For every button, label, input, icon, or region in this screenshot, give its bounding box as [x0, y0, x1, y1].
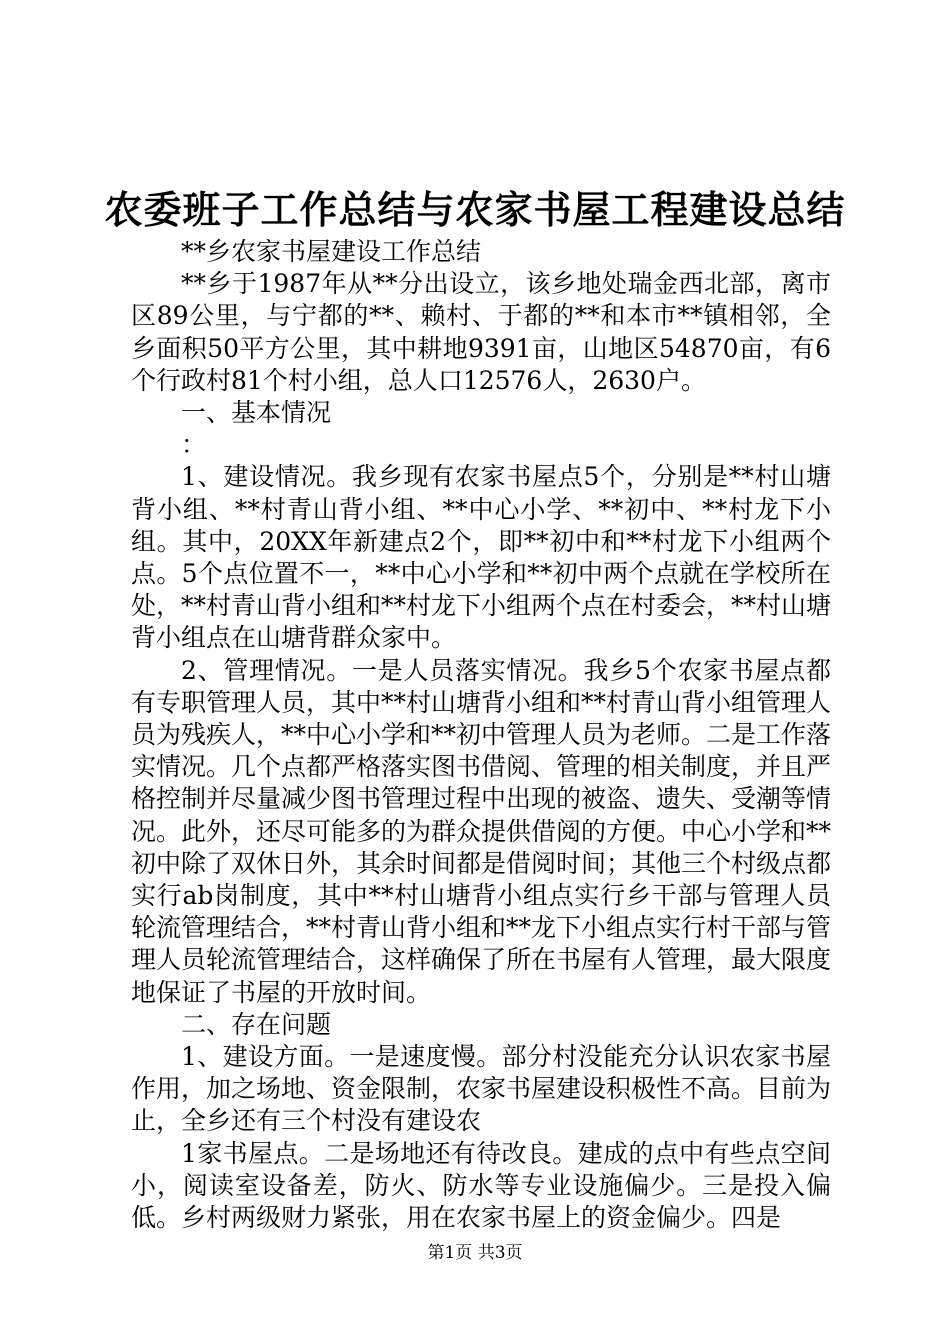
page-footer: 第1页 共3页: [427, 1243, 523, 1263]
heading-basic-situation: 一、基本情况: [181, 398, 332, 428]
heading-problems: 二、存在问题: [181, 1009, 332, 1039]
document-title: 农委班子工作总结与农家书屋工程建设总结: [104, 187, 846, 232]
paragraph-management: 2、管理情况。一是人员落实情况。我乡5个农家书屋点都有专职管理人员，其中**村山塘背小组和**村青山背小组管理人员为残疾人，**中心小学和**初中管理人员为老师。二是工作落实情况。几个点都严格落实图书借阅、管理的相关制度，并且严格控制并尽量减少图书管理过程中出现的被盗、遗失、受潮等情况。此外，还尽可能多的为群众提供借阅的方便。中心小学和**初中除了双休日外，其余时间都是借阅时间；其他三个村级点都实行ab岗制度，其中**村山塘背小组点实行乡干部与管理人员轮流管理结合，**村青山背小组和**龙下小组点实行村干部与管理人员轮流管理结合，这样确保了所在书屋有人管理，最大限度地保证了书屋的开放时间。: [131, 655, 832, 1007]
paragraph-construction-problems: 1、建设方面。一是速度慢。部分村没能充分认识农家书屋作用，加之场地、资金限制，农家书屋建设积极性不高。目前为止，全乡还有三个村没有建设农: [131, 1042, 832, 1136]
paragraph-colon: ：: [181, 430, 207, 460]
paragraph-construction: 1、建设情况。我乡现有农家书屋点5个，分别是**村山塘背小组、**村青山背小组、**中心小学、**初中、**村龙下小组。其中，20XX年新建点2个，即**初中和**村龙下小组两个点。5个点位置不一，**中心小学和**初中两个点就在学校所在处，**村青山背小组和**村龙下小组两个点在村委会，**村山塘背小组点在山塘背群众家中。: [131, 462, 832, 653]
paragraph-subtitle: **乡农家书屋建设工作总结: [181, 237, 482, 266]
paragraph-continuation: 1家书屋点。二是场地还有待改良。建成的点中有些点空间小，阅读室设备差，防火、防水等专业设施偏少。三是投入偏低。乡村两级财力紧张，用在农家书屋上的资金偏少。四是: [131, 1138, 831, 1233]
document-body: [131, 236, 831, 1234]
paragraph-overview: **乡于1987年从**分出设立，该乡地处瑞金西北部，离市区89公里，与宁都的**、赖村、于都的**和本市**镇相邻，全乡面积50平方公里，其中耕地9391亩，山地区54870亩，有6个行政村81个村小组，总人口12576人，2630户。: [131, 269, 831, 395]
